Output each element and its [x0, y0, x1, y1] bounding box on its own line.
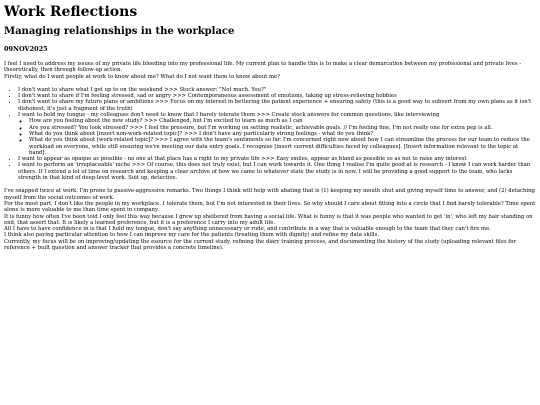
intro-paragraph: I feel I need to address my issues of my private life bleeding into my professional life. My current plan to handle this is to make a clear demarcation between my professional and private lives - theoretically, then through follow-up action. — [4, 61, 522, 74]
list-item-text: I want to hold my tongue - my colleagues don't need to know that I barely tolerate them >>> Create stock answers for common questions, like interviewing — [18, 112, 440, 119]
sub-list-item: ◦ What do you think about [insert non-work-related topic]? >>> I don't have any particularly strong feelings - what do you think? — [29, 131, 536, 137]
list-item: • I don't want to share if I'm feeling stressed, sad or angry >>> Contemporaneous assessment of emotions, taking up stress-relieving hobbies — [18, 93, 536, 99]
list-item: • I want to perform an 'irreplaceable' niche >>> Of course, this does not truly exist, but I can work towards it. One thing I realise I'm quite good at is research - I know I can work harder than others. If I extend a lot of time on research and keeping a clear archive of how we came to whatever state the study is in now, I will be providing a good support to the team, who lacks strength in that kind of deep-level work. Suit up, detective. — [18, 162, 536, 181]
intro-section — [4, 61, 536, 80]
page-subtitle: Managing relationships in the workplace — [4, 26, 235, 37]
page-title: Work Reflections — [4, 4, 138, 20]
sub-list-item: ◦ What do you think about [work-related topic]? >>> I agree with the team's sentiments so far. I'm concerned right now about how I can streamline the process for our team to reduce the workload on everyone, while still ensuring we're meeting our data entry goals. I recognise [insert current difficulties faced by colleagues]. [Insert information relevant to the topic at hand]. — [29, 137, 536, 156]
question-list — [4, 87, 536, 181]
reflection-paragraph: I think also paying particular attention to how I can improve my care for the patients (treating them with dignity) and refine my data skills. — [4, 232, 380, 239]
sub-list-item: ◦ How are you feeling about the new study? >>> Challenged, but I'm excited to learn as much as I can — [29, 118, 536, 124]
intro-paragraph: Firstly, what do I want people at work to know about me? What do I not want them to know about me? — [4, 73, 280, 80]
reflection-paragraph: Currently, my focus will be on improving/updating the esource for the current study, refining the diary training process, and documenting the history of the study (uploading relevant files for reference + built question and answer tracker that provides a concrete timeline). — [4, 238, 516, 252]
list-item — [18, 112, 536, 156]
sub-list-item: ◦ Are you stressed? You look stressed? >>> I feel the pressure, but I'm working on setting realistic, achievable goals. // I'm feeling fine, I'm not really one for extra pep is all. — [29, 125, 536, 131]
sub-list — [18, 118, 536, 156]
reflection-paragraph: It is funny how often I've been told I only feel this way because I grew up sheltered from having a social life. What is funny is that it was people who wanted to get 'in', who left my hair standing on end, that assert that. It is likely a learned preference, but it is a preference I carry into my adult life. — [4, 213, 533, 226]
entry-date: 09NOV2025 — [4, 45, 48, 53]
list-item: • I want to appear as opaque as possible - no one at that place has a right to my private life >>> Easy smiles, appear as bland as possible so as not to raise any interest — [18, 156, 536, 162]
list-item: • I don't want to share what I get up to on the weekend >>> Stock answer: "Not much. You?" — [18, 87, 536, 93]
reflection-paragraph: I've snapped twice at work. I'm prone to passive-aggressive remarks. Two things I think will help with abating that is (1) keeping my mouth shut and giving myself time to answer, and (2) detaching myself from the social outcomes of work. — [4, 188, 535, 201]
list-item: • I don't want to share my future plans or ambitions >>> Focus on my interest in bettering the patient experience + ensuring safety (this is a good way to subvert from my own plans as it isn't dishonest, it's just a fragment of the truth) — [18, 99, 536, 112]
reflection-paragraph: All I have to have confidence in is that I hold my tongue, don't say anything unnecessary or rude, and contribute in a way that is valuable enough to the team that they can't fire me. — [4, 226, 491, 233]
reflection-paragraph: For the most part, I don't like the people in my workplace. I tolerate them, but I'm not interested in their lives. So why should I care about fitting into a circle that I find barely tolerable? Time spent alone is more valuable to me than time spent in company. — [4, 200, 536, 214]
reflection-section — [4, 188, 536, 251]
